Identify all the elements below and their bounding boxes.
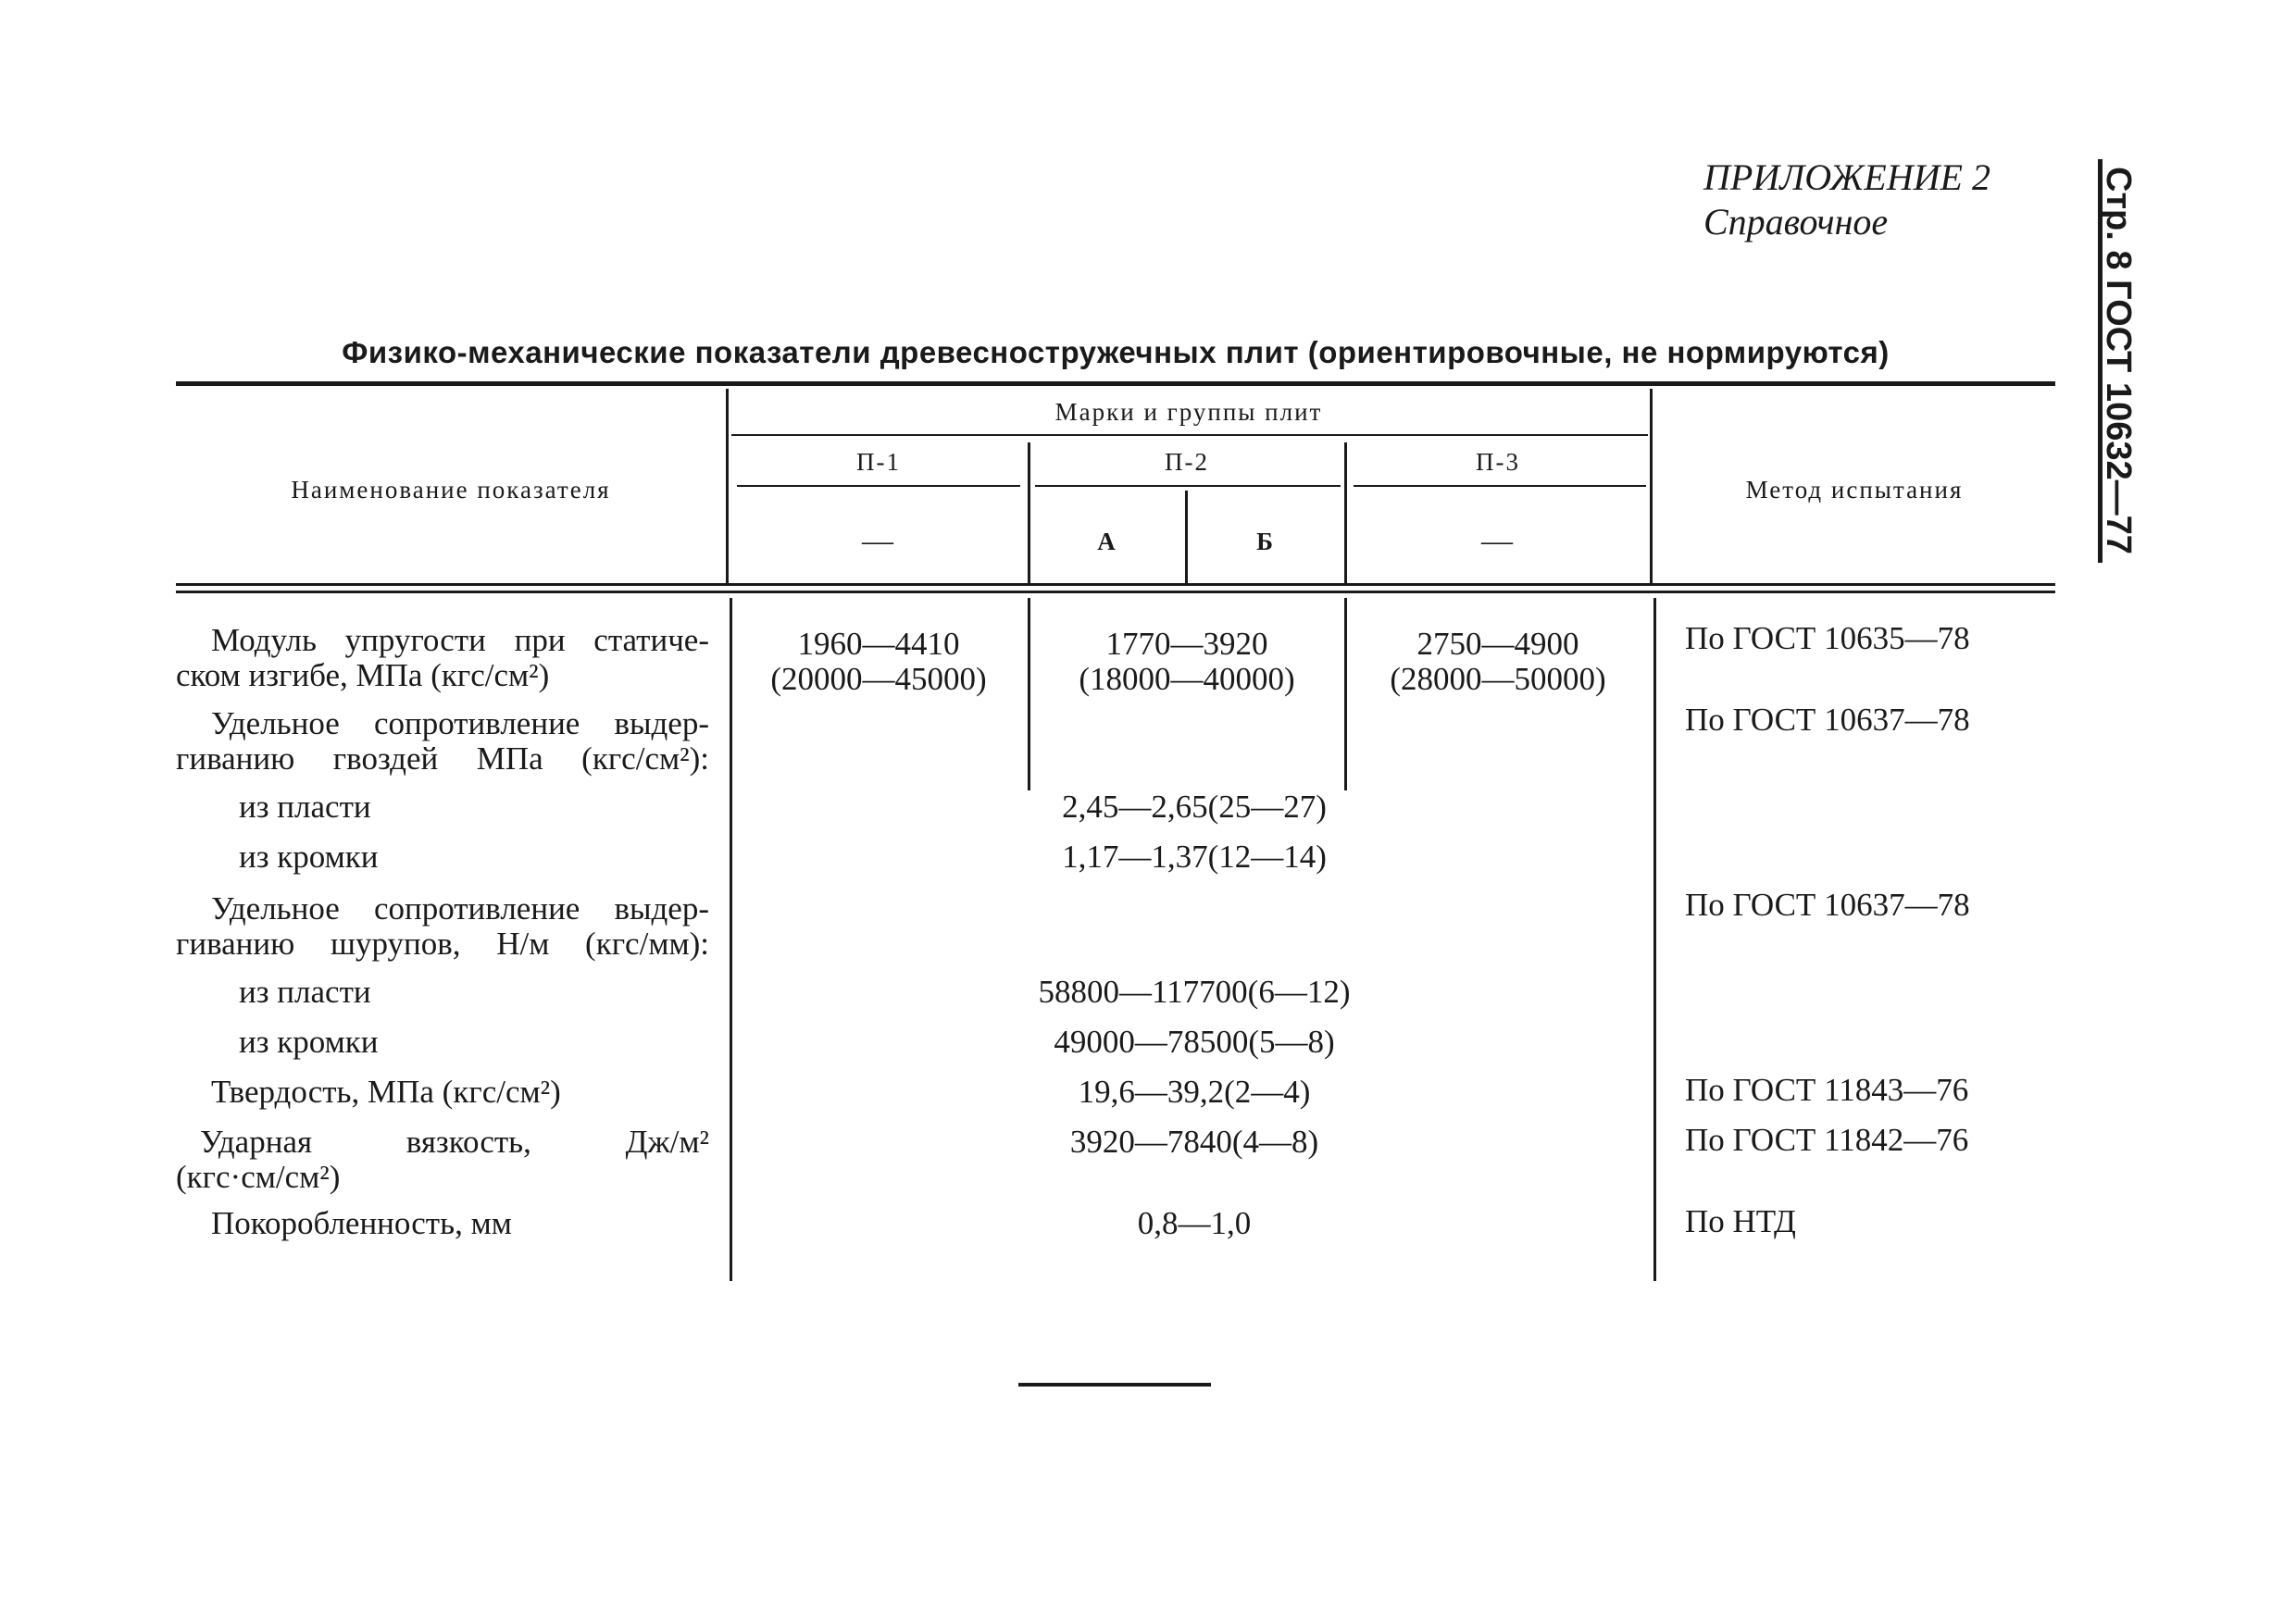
header-bottom-rule-2 <box>176 591 2055 593</box>
row-screw-name-1: Удельное сопротивление выдер- <box>211 890 709 927</box>
header-p3-group: — <box>1481 524 1515 558</box>
vrule-header-ab <box>1185 491 1188 585</box>
row-nail-edge-label: из кромки <box>239 839 379 875</box>
row-nail-method: По ГОСТ 10637—78 <box>1685 702 1970 738</box>
table-title: Физико-механические показатели древесностружечных плит (ориентировочные, не нормируются) <box>342 335 1890 369</box>
row-hardness-name: Твердость, МПа (кгс/см²) <box>211 1074 561 1110</box>
row-impact-name-2: (кгс·см/см²) <box>176 1159 341 1195</box>
header-name: Наименование показателя <box>291 476 611 504</box>
vrule-header-left <box>726 389 729 585</box>
vrule-body-p1p2 <box>1028 598 1030 790</box>
row-hardness-value: 19,6—39,2(2—4) <box>1078 1074 1311 1110</box>
vrule-header-p2p3 <box>1344 442 1347 585</box>
p1-rule <box>737 485 1020 487</box>
row-impact-value: 3920—7840(4—8) <box>1069 1124 1319 1160</box>
header-p2: П-2 <box>1165 448 1209 476</box>
p3-rule <box>1354 485 1646 487</box>
row-modulus-p2-1: 1770—3920 <box>1105 626 1268 662</box>
row-nail-face-value: 2,45—2,65(25—27) <box>1062 789 1327 825</box>
footer-rule <box>1018 1383 1211 1387</box>
row-screw-edge-label: из кромки <box>239 1024 379 1060</box>
header-p1: П-1 <box>856 448 901 476</box>
row-screw-name-2: гиванию шурупов, Н/м (кгс/мм): <box>176 926 709 962</box>
row-modulus-method: По ГОСТ 10635—78 <box>1685 620 1970 656</box>
row-warp-value: 0,8—1,0 <box>1137 1205 1252 1241</box>
header-p1-group: — <box>862 524 895 558</box>
vrule-body-left <box>730 598 732 1281</box>
row-modulus-p3-1: 2750—4900 <box>1416 626 1579 662</box>
page-label: Стр. 8 ГОСТ 10632—77 <box>2099 167 2138 554</box>
header-grades: Марки и группы плит <box>1054 398 1323 426</box>
row-modulus-p2-2: (18000—40000) <box>1079 661 1295 697</box>
vrule-body-p2p3 <box>1344 598 1347 790</box>
row-impact-name-1: Ударная вязкость, Дж/м² <box>200 1124 709 1160</box>
row-screw-method: По ГОСТ 10637—78 <box>1685 887 1970 923</box>
header-p2-group-b: Б <box>1256 528 1275 555</box>
row-warp-name: Покоробленность, мм <box>211 1205 512 1241</box>
row-impact-method: По ГОСТ 11842—76 <box>1685 1122 1969 1158</box>
appendix-heading <box>1703 155 1990 244</box>
p2-rule <box>1035 485 1341 487</box>
row-warp-method: По НТД <box>1685 1203 1796 1239</box>
row-modulus-p3-2: (28000—50000) <box>1390 661 1606 697</box>
row-hardness-method: По ГОСТ 11843—76 <box>1685 1072 1969 1108</box>
vrule-header-right <box>1650 389 1653 585</box>
header-bottom-rule-1 <box>176 583 2055 586</box>
row-nail-edge-value: 1,17—1,37(12—14) <box>1062 839 1327 875</box>
grades-rule <box>731 434 1648 436</box>
row-modulus-p1-1: 1960—4410 <box>797 626 960 662</box>
vrule-body-right <box>1653 598 1656 1281</box>
row-screw-face-value: 58800—117700(6—12) <box>1038 974 1351 1010</box>
table-top-rule <box>176 381 2055 386</box>
row-modulus-name-1: Модуль упругости при статиче- <box>211 622 709 658</box>
row-nail-name-1: Удельное сопротивление выдер- <box>211 705 709 741</box>
header-method: Метод испытания <box>1745 476 1964 504</box>
row-screw-face-label: из пласти <box>239 974 371 1010</box>
header-p3: П-3 <box>1476 448 1520 476</box>
row-nail-face-label: из пласти <box>239 789 371 825</box>
row-modulus-name-2: ском изгибе, МПа (кгс/см²) <box>176 657 550 693</box>
appendix-title: ПРИЛОЖЕНИЕ 2 <box>1703 156 1990 198</box>
row-screw-edge-value: 49000—78500(5—8) <box>1054 1024 1335 1060</box>
row-nail-name-2: гиванию гвоздей МПа (кгс/см²): <box>176 740 709 777</box>
row-modulus-p1-2: (20000—45000) <box>770 661 987 697</box>
vrule-header-p1p2 <box>1028 442 1030 585</box>
header-p2-group-a: А <box>1097 528 1117 555</box>
appendix-subtitle: Справочное <box>1703 201 1889 243</box>
